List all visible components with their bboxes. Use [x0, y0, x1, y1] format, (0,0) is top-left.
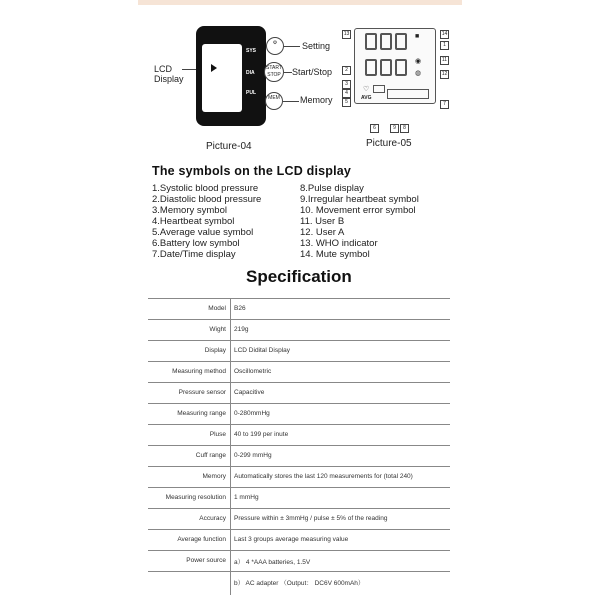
lcd-diagram — [354, 28, 436, 104]
symbol-item: 13. WHO indicator — [300, 238, 378, 249]
lcd-label-line1: LCD — [154, 64, 173, 74]
table-row — [148, 445, 450, 466]
spec-value: LCD Didital Display — [234, 347, 290, 354]
spec-value: 1 mmHg — [234, 494, 259, 501]
user-icon: ■ — [415, 33, 420, 40]
spec-key: Accuracy — [199, 515, 226, 522]
symbol-item: 7.Date/Time display — [152, 249, 236, 260]
table-row — [148, 403, 450, 424]
spec-key: Average function — [177, 536, 226, 543]
symbol-item: 10. Movement error symbol — [300, 205, 416, 216]
table-row — [148, 466, 450, 487]
column-divider — [230, 341, 231, 362]
spec-key: Pluse — [209, 431, 226, 438]
spec-key: Measuring resolution — [165, 494, 226, 501]
callout-1: 1 — [440, 41, 449, 50]
column-divider — [230, 383, 231, 404]
digit-segment — [380, 59, 392, 76]
callout-2: 2 — [342, 66, 351, 75]
spec-value: 0-299 mmHg — [234, 452, 272, 459]
spec-key: Measuring method — [172, 368, 226, 375]
spec-value: 219g — [234, 326, 249, 333]
memory-line — [283, 101, 299, 102]
dia-label: DIA — [246, 70, 255, 76]
table-row — [148, 361, 450, 382]
table-row — [148, 550, 450, 571]
memory-button-icon: MEM — [265, 92, 283, 110]
callout-11: 11 — [441, 57, 448, 63]
setting-button-icon: ⚙ — [266, 37, 284, 55]
symbol-item: 14. Mute symbol — [300, 249, 370, 260]
spec-value: a） 4 *AAA batteries, 1.5V — [234, 559, 311, 566]
column-divider — [230, 530, 231, 551]
callout-12: 12 — [441, 71, 448, 77]
spec-key: Model — [208, 305, 226, 312]
start-stop-button-icon: START STOP — [264, 62, 284, 82]
table-row — [148, 529, 450, 550]
callout-4: 4 — [342, 89, 351, 98]
symbols-title: The symbols on the LCD display — [152, 164, 352, 178]
avg-text: AVG — [361, 95, 372, 101]
digit-segment — [380, 33, 392, 50]
symbol-item: 4.Heartbeat symbol — [152, 216, 235, 227]
lock-icon: ◉ — [415, 58, 422, 65]
callout-3: 3 — [342, 80, 351, 89]
sys-label: SYS — [246, 48, 257, 54]
symbol-item: 12. User A — [300, 227, 345, 238]
memory-icon — [373, 85, 385, 93]
user-b-icon: ◍ — [415, 70, 422, 77]
spec-value: Pressure within ± 3mmHg / pulse ± 5% of the reading — [234, 515, 388, 522]
spec-key: Display — [204, 347, 226, 354]
spec-key: Measuring range — [177, 410, 226, 417]
pul-label: PUL — [246, 90, 256, 96]
heart-icon: ♡ — [363, 86, 370, 93]
picture-04-caption: Picture-04 — [206, 141, 252, 152]
memory-label: Memory — [300, 95, 333, 105]
top-decor-band — [138, 0, 462, 5]
digit-segment — [365, 33, 377, 50]
table-row — [148, 424, 450, 445]
spec-value: 40 to 199 per inute — [234, 431, 289, 438]
start-stop-line — [284, 72, 292, 73]
spec-key: Cuff range — [195, 452, 226, 459]
digit-segment — [365, 59, 377, 76]
date-time-segments — [387, 89, 429, 99]
spec-value: b） AC adapter （Output： DC6V 600mAh） — [234, 580, 365, 587]
column-divider — [230, 446, 231, 467]
symbols-list-right — [300, 183, 419, 260]
column-divider — [230, 551, 231, 572]
symbol-item: 2.Diastolic blood pressure — [152, 194, 262, 205]
column-divider — [230, 467, 231, 488]
callout-7: 7 — [440, 100, 449, 109]
symbol-item: 1.Systolic blood pressure — [152, 183, 259, 194]
device-screen — [202, 44, 242, 112]
column-divider — [230, 425, 231, 446]
setting-label: Setting — [302, 41, 331, 51]
spec-key: Memory — [202, 473, 226, 480]
arrow-icon — [211, 64, 217, 72]
spec-value: Automatically stores the last 120 measurements for (total 240) — [234, 473, 413, 480]
table-row — [148, 319, 450, 340]
column-divider — [230, 299, 231, 320]
column-divider — [230, 488, 231, 509]
table-row — [148, 298, 450, 319]
spec-value: Last 3 groups average measuring value — [234, 536, 349, 543]
spec-key: Power source — [186, 557, 226, 564]
start-stop-label: Start/Stop — [292, 67, 333, 77]
symbol-item: 11. User B — [300, 216, 345, 227]
callout-9: 9 — [390, 124, 399, 133]
column-divider — [230, 509, 231, 530]
table-row — [148, 487, 450, 508]
picture-05-caption: Picture-05 — [366, 138, 412, 149]
spec-key: Wight — [209, 326, 226, 333]
callout-6: 6 — [370, 124, 379, 133]
column-divider — [230, 572, 231, 595]
symbol-item: 5.Average value symbol — [152, 227, 254, 238]
callout-5: 5 — [342, 98, 351, 107]
spec-value: 0-280mmHg — [234, 410, 270, 417]
spec-value: Capacitive — [234, 389, 265, 396]
callout-14: 14 — [441, 31, 448, 37]
table-row — [148, 382, 450, 403]
digit-segment — [395, 59, 407, 76]
setting-line — [284, 46, 300, 47]
table-row — [148, 340, 450, 361]
column-divider — [230, 362, 231, 383]
table-row — [148, 571, 450, 594]
column-divider — [230, 320, 231, 341]
symbol-item: 9.Irregular heartbeat symbol — [300, 194, 419, 205]
column-divider — [230, 404, 231, 425]
callout-13: 13 — [343, 31, 350, 37]
spec-value: B26 — [234, 305, 246, 312]
blood-pressure-monitor-device — [196, 26, 266, 126]
symbol-item: 3.Memory symbol — [152, 205, 227, 216]
symbol-item: 6.Battery low symbol — [152, 238, 240, 249]
spec-value: Oscillometric — [234, 368, 272, 375]
specification-table — [148, 298, 450, 594]
symbols-list-left — [152, 183, 261, 260]
digit-segment — [395, 33, 407, 50]
lcd-label-line2: Display — [154, 74, 184, 84]
spec-key: Pressure sensor — [178, 389, 226, 396]
lcd-display-label — [154, 64, 184, 84]
symbol-item: 8.Pulse display — [300, 183, 364, 194]
specification-title: Specification — [246, 267, 352, 286]
callout-8: 8 — [400, 124, 409, 133]
table-row — [148, 508, 450, 529]
